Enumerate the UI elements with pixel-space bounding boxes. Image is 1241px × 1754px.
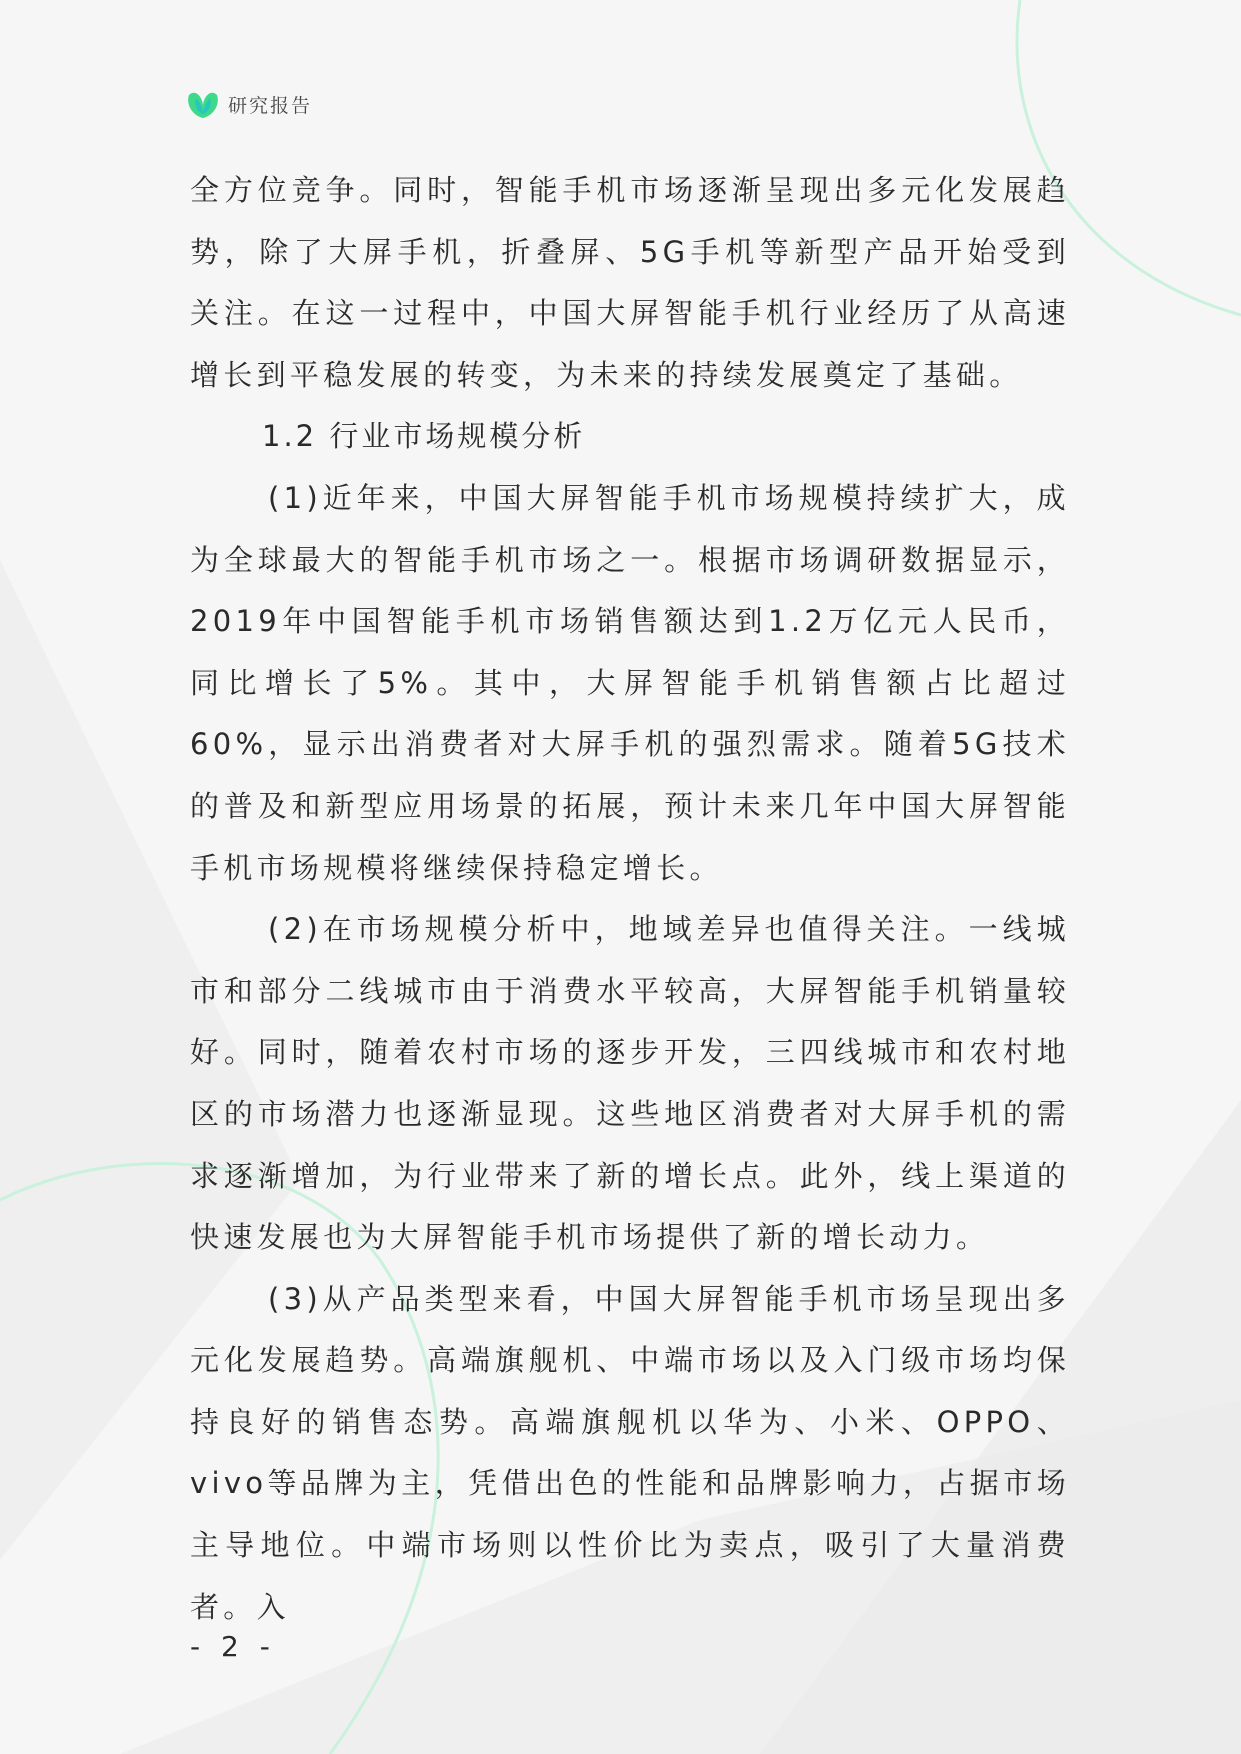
page-number: - 2 - [190, 1630, 276, 1663]
section-heading: 1.2 行业市场规模分析 [262, 419, 586, 454]
paragraph-3: (3)从产品类型来看，中国大屏智能手机市场呈现出多元化发展趋势。高端旗舰机、中端市场以及入门级市场均保持良好的销售态势。高端旗舰机以华为、小米、OPPO、vivo等品牌为主，凭借出色的性能和品牌影响力，占据市场主导地位。中端市场则以性价比为卖点，吸引了大量消费者。入 [190, 1281, 1070, 1624]
paragraph-1: (1)近年来，中国大屏智能手机市场规模持续扩大，成为全球最大的智能手机市场之一。根据市场调研数据显示，2019年中国智能手机市场销售额达到1.2万亿元人民币，同比增长了5%。其中，大屏智能手机销售额占比超过60%，显示出消费者对大屏手机的强烈需求。随着5G技术的普及和新型应用场景的拓展，预计未来几年中国大屏智能手机市场规模将继续保持稳定增长。 [190, 480, 1070, 885]
document-body [190, 160, 1070, 1638]
report-header [186, 88, 312, 120]
paragraph-2: (2)在市场规模分析中，地域差异也值得关注。一线城市和部分二线城市由于消费水平较高，大屏智能手机销量较好。同时，随着农村市场的逐步开发，三四线城市和农村地区的市场潜力也逐渐显现。这些地区消费者对大屏手机的需求逐渐增加，为行业带来了新的增长点。此外，线上渠道的快速发展也为大屏智能手机市场提供了新的增长动力。 [190, 912, 1070, 1255]
header-title: 研究报告 [228, 94, 313, 117]
paragraph-continuation: 全方位竞争。同时，智能手机市场逐渐呈现出多元化发展趋势，除了大屏手机，折叠屏、5G手机等新型产品开始受到关注。在这一过程中，中国大屏智能手机行业经历了从高速增长到平稳发展的转变，为未来的持续发展奠定了基础。 [190, 173, 1070, 392]
brand-logo-icon [186, 88, 220, 120]
